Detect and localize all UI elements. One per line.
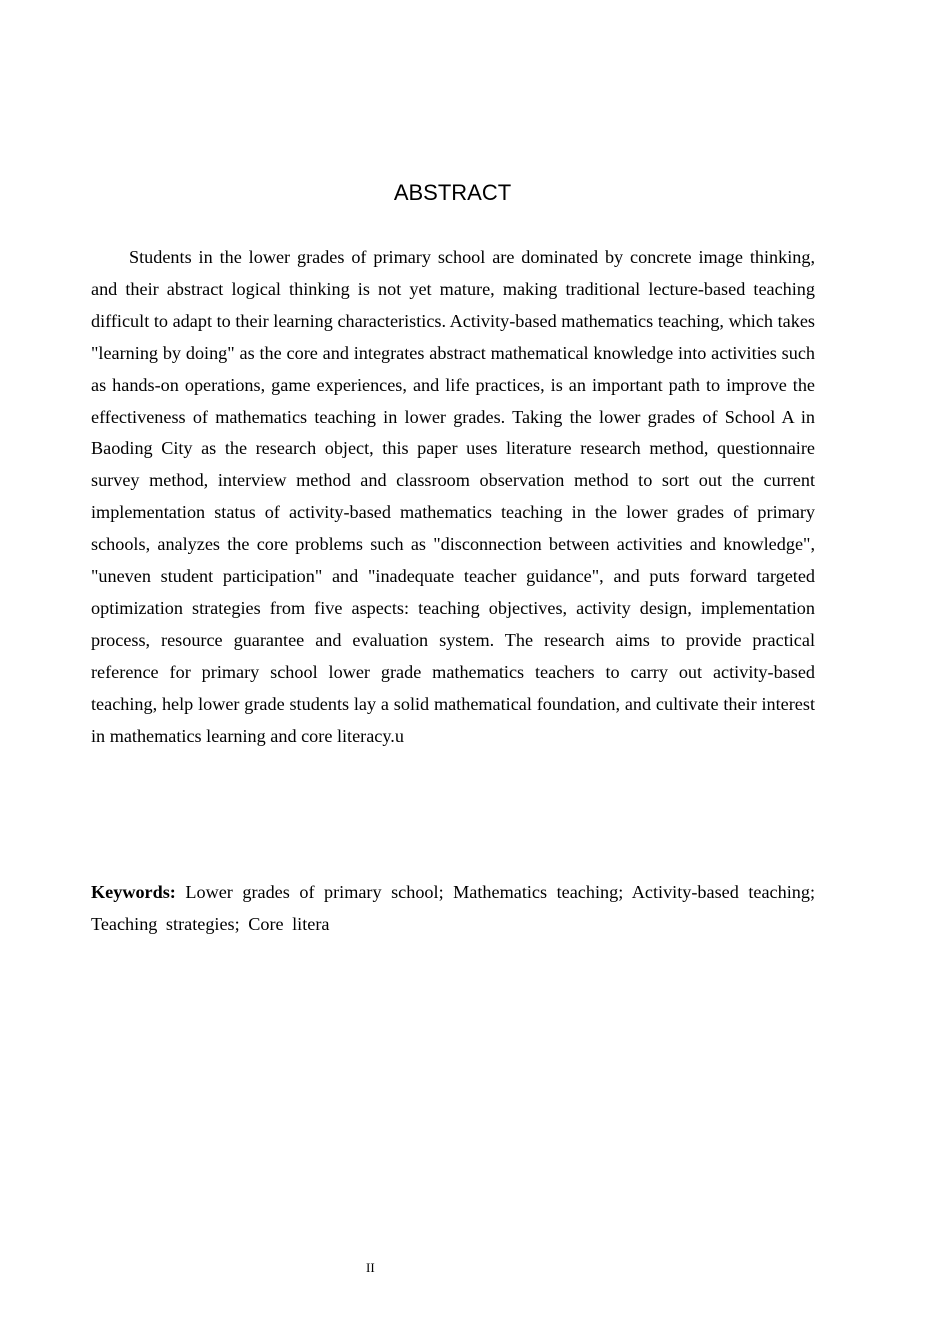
page-number: II: [366, 1260, 375, 1275]
keywords-text: Lower grades of primary school; Mathematics teaching; Activity-based teaching; Teaching strategies; Core litera: [91, 882, 815, 934]
keywords-section: [91, 877, 815, 941]
keywords-label: Keywords:: [91, 882, 176, 902]
abstract-title: ABSTRACT: [393, 180, 512, 205]
abstract-paragraph: Students in the lower grades of primary school are dominated by concrete image thinking, and their abstract logical thinking is not yet mature, making traditional lecture-based teaching difficult to adapt to their learning characteristics. Activity-based mathematics teaching, which takes "learning by doing" as the core and integrates abstract mathematical knowledge into activities such as hands-on operations, game experiences, and life practices, is an important path to improve the effectiveness of mathematics teaching in lower grades. Taking the lower grades of School A in Baoding City as the research object, this paper uses literature research method, questionnaire survey method, interview method and classroom observation method to sort out the current implementation status of activity-based mathematics teaching in the lower grades of primary schools, analyzes the core problems such as "disconnection between activities and knowledge", "uneven student participation" and "inadequate teacher guidance", and puts forward targeted optimization strategies from five aspects: teaching objectives, activity design, implementation process, resource guarantee and evaluation system. The research aims to provide practical reference for primary school lower grade mathematics teachers to carry out activity-based teaching, help lower grade students lay a solid mathematical foundation, and cultivate their interest in mathematics learning and core literacy.u: [91, 247, 815, 746]
